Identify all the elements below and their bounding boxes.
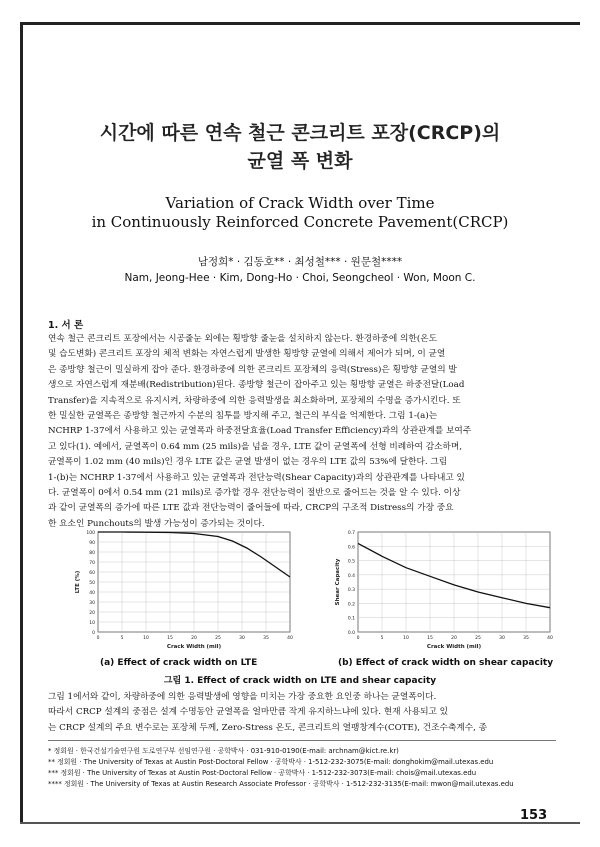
text-line: 은 종방향 철근이 밀실하게 잡아 준다. 환경하중에 의한 콘크리트 포장체의 응력(Stress)은 횡방향 균열의 발 [48,364,457,375]
y-tick-label: 90 [89,541,95,546]
text-line: 그림 1에서와 같이, 차량하중에 의한 응력발생에 영향을 미치는 가장 중요한 요인중 하나는 균열폭이다. [48,692,437,702]
title-english-line-1: Variation of Crack Width over Time [165,194,435,212]
footnote-2: ** 정회원 · The University of Texas at Austin Post-Doctoral Fellow · 공학박사 · 1-512-232-3075(E-mail: donghokim@mail.utexas.edu [48,758,494,766]
x-tick-label: 0 [356,636,360,641]
y-tick-label: 0.3 [347,588,355,594]
text-line: 1-(b)는 NCHRP 1-37에서 사용하고 있는 균열폭과 전단능력(Shear Capacity)과의 상관관계를 나타내고 있 [48,472,465,483]
figure-caption-a: (a) Effect of crack width on LTE [100,658,258,668]
y-axis-label: Shear Capacity [335,558,341,606]
footnote-4: **** 정회원 · The University of Texas at Austin Research Associate Professor · 공학박사 · 1-512-232-3135(E-mail: mwon@mail.utexas.edu [48,780,514,788]
left-border [20,22,23,822]
y-tick-label: 0.6 [347,545,355,551]
y-tick-label: 80 [89,551,95,556]
text-line: 한 요소인 Punchouts의 발생 가능성이 증가되는 것이다. [48,518,265,529]
top-border [20,22,580,25]
x-axis-label: Crack Width (mil) [426,644,482,650]
title-english-line-2: in Continuously Reinforced Concrete Pavement(CRCP) [91,213,509,231]
title-korean-line-1: 시간에 따른 연속 철근 콘크리트 포장(CRCP)의 [99,122,501,144]
figure-caption: 그림 1. Effect of crack width on LTE and shear capacity [163,676,437,686]
text-line: 과 같이 균열폭의 증가에 따른 LTE 값과 전단능력이 줄어들에 따라, CRCP의 구조적 Distress의 가장 중요 [48,503,454,514]
bottom-border [20,822,580,824]
y-tick-label: 100 [86,531,95,536]
y-tick-label: 70 [89,561,95,566]
text-line: 균열폭이 1.02 mm (40 mils)인 경우 LTE 값은 균열 발생이 없는 경우의 LTE 값의 53%에 달한다. 그림 [48,457,448,468]
y-tick-label: 0.2 [347,602,355,608]
x-tick-label: 0 [96,636,100,641]
text-line: 연속 철근 콘크리트 포장에서는 시공줄눈 외에는 횡방향 줄눈을 설치하지 않는다. 환경하중에 의한(온도 [48,334,437,344]
chart-lte [70,526,300,658]
x-tick-label: 5 [120,636,124,641]
text-line: 따라서 CRCP 설계의 중점은 설계 수명동안 균열폭을 얼마만큼 작게 유지하느냐에 있다. 현재 사용되고 있 [48,707,449,718]
y-tick-label: 0.7 [347,531,355,536]
x-tick-label: 15 [427,636,433,641]
x-tick-label: 35 [263,636,269,641]
title-korean-line-2: 균열 폭 변화 [247,150,353,172]
text-line: NCHRP 1-37에서 사용하고 있는 균열폭과 하중전달효율(Load Transfer Efficiency)과의 상관관계를 보여주 [48,426,472,437]
y-tick-label: 20 [89,611,95,616]
x-tick-label: 30 [239,636,245,641]
y-tick-label: 0.5 [347,559,355,565]
authors-korean: 남정희* · 김동호** · 최성철*** · 원문철**** [197,256,403,268]
text-line: 생으로 자연스럽게 재분배(Redistribution)된다. 종방향 철근이 잡아주고 있는 횡방향 균열은 하중전달(Load [48,380,465,391]
y-axis-label: LTE (%) [75,570,81,594]
x-tick-label: 40 [547,636,553,641]
section-heading: 1. 서 론 [48,320,84,331]
x-tick-label: 25 [475,636,481,641]
x-tick-label: 20 [191,636,197,641]
chart-shear [330,526,560,658]
x-axis-label: Crack Width (mil) [166,644,222,650]
y-tick-label: 40 [89,591,95,596]
y-tick-label: 0.4 [347,573,355,579]
footnote-3: *** 정회원 · The University of Texas at Austin Post-Doctoral Fellow · 공학박사 · 1-512-232-3073(E-mail: chois@mail.utexas.edu [48,769,477,777]
y-tick-label: 0.1 [347,616,355,622]
body-paragraph [48,690,556,736]
footnote-1: * 정회원 · 한국건설기술연구원 도로연구부 선임연구원 · 공학박사 · 031-910-0190(E-mail: archnam@kict.re.kr) [48,747,399,755]
y-tick-label: 60 [89,571,95,576]
x-tick-label: 30 [499,636,505,641]
text-line: 고 있다(1). 예에서, 균열폭이 0.64 mm (25 mils)을 넘을 경우, LTE 값이 균열폭에 선형 비례하여 감소하며, [48,441,463,452]
x-tick-label: 10 [143,636,149,641]
text-line: 다. 균열폭이 0에서 0.54 mm (21 mils)로 증가할 경우 전단능력이 절반으로 줄어드는 것을 알 수 있다. 이상 [48,488,461,499]
chart-lte-svg [70,526,300,654]
authors-english: Nam, Jeong-Hee · Kim, Dong-Ho · Choi, Seongcheol · Won, Moon C. [124,272,476,284]
chart-shear-svg [330,526,560,654]
x-tick-label: 10 [403,636,409,641]
y-tick-label: 30 [89,601,95,606]
x-tick-label: 20 [451,636,457,641]
footnote-rule [48,740,556,741]
y-tick-label: 0.0 [347,631,355,636]
text-line: 한 밀실한 균열폭은 종방향 철근까지 수분의 침투를 방지해 주고, 철근의 부식을 억제한다. 그림 1-(a)는 [48,411,438,422]
text-line: Transfer)을 지속적으로 유지시켜, 차량하중에 의한 응력발생을 최소화하며, 포장체의 수명을 증가시킨다. 또 [48,395,461,406]
x-tick-label: 15 [167,636,173,641]
figure-caption-b: (b) Effect of crack width on shear capacity [338,658,554,668]
x-tick-label: 35 [523,636,529,641]
text-line: 는 CRCP 설계의 주요 변수로는 포장체 두께, Zero-Stress 온도, 콘크리트의 열팽창계수(COTE), 건조수축계수, 종 [48,722,488,733]
y-tick-label: 10 [89,621,95,626]
intro-paragraph [48,332,556,532]
x-tick-label: 5 [380,636,384,641]
text-line: 및 습도변화) 콘크리트 포장의 체적 변화는 자연스럽게 발생한 횡방향 균열에 의해서 제어가 되며, 이 균열 [48,349,446,360]
x-tick-label: 25 [215,636,221,641]
page-number: 153 [520,808,548,823]
y-tick-label: 50 [89,581,95,586]
x-tick-label: 40 [287,636,293,641]
y-tick-label: 0 [92,631,95,636]
